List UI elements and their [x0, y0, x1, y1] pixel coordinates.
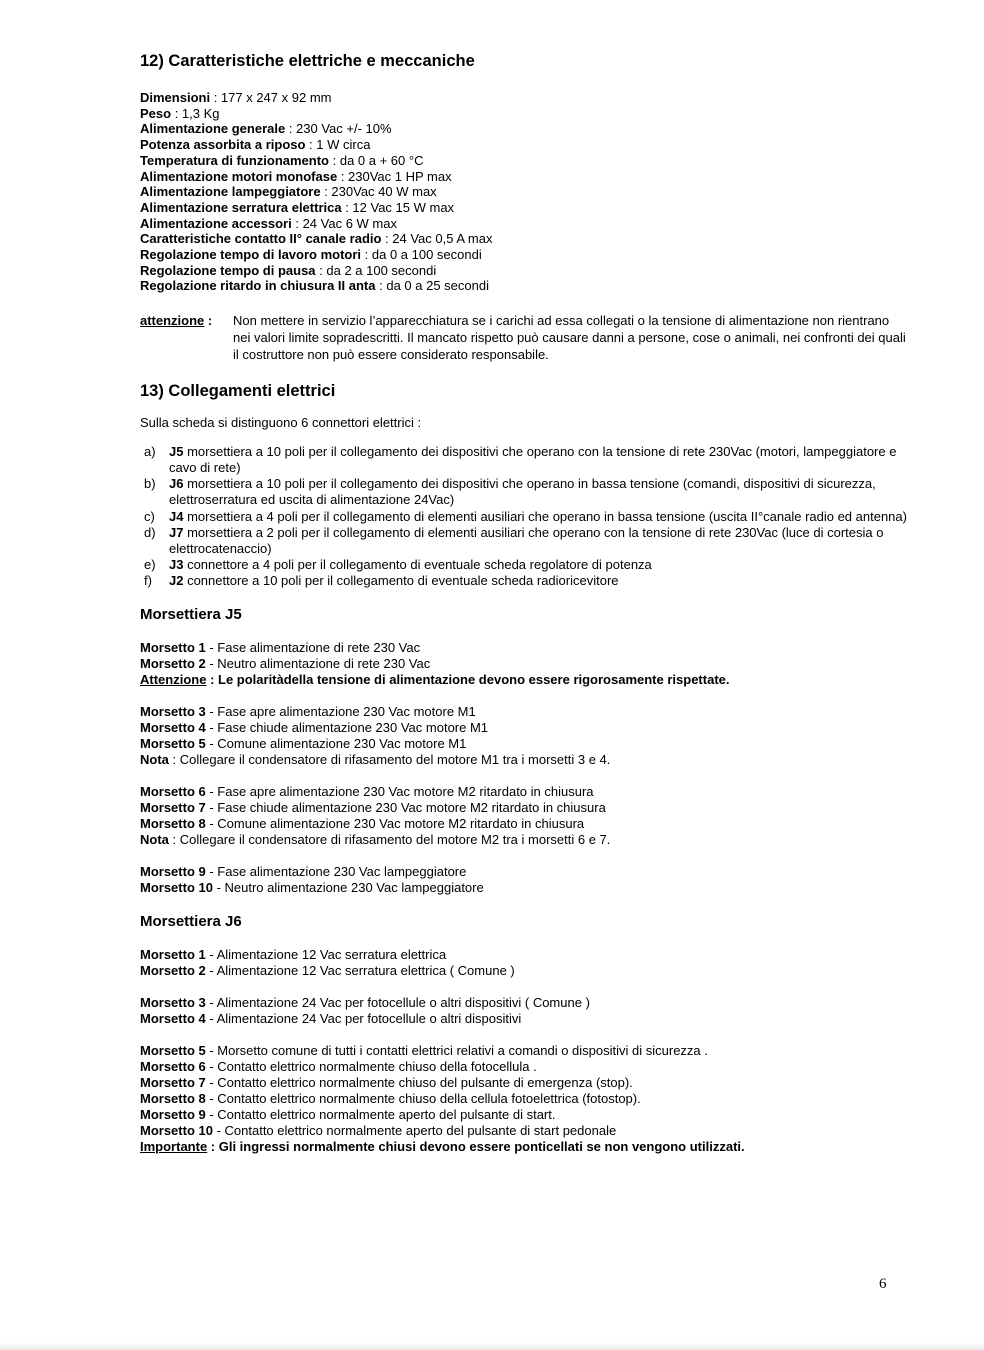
section-13-heading: 13) Collegamenti elettrici: [140, 381, 336, 400]
connector-text: [169, 509, 910, 525]
spec-line: [140, 137, 910, 153]
terminal-description: - Alimentazione 12 Vac serratura elettrica: [205, 946, 447, 962]
spec-line: [140, 247, 910, 263]
spec-value: : 177 x 247 x 92 mm: [210, 90, 332, 105]
terminal-line: [140, 963, 910, 979]
spec-label: Regolazione ritardo in chiusura II anta: [140, 278, 376, 294]
terminal-description: - Contatto elettrico normalmente aperto del pulsante di start pedonale: [212, 1122, 617, 1138]
terminal-line: [140, 816, 910, 832]
connector-item: [140, 525, 910, 557]
terminal-description: - Morsetto comune di tutti i contatti elettrici relativi a comandi o dispositivi di sicurezza .: [205, 1042, 708, 1058]
terminal-label: Morsetto 3: [140, 994, 206, 1010]
connector-text: [169, 557, 910, 573]
terminal-line: [140, 784, 910, 800]
terminal-label: Morsetto 4: [140, 719, 206, 735]
terminal-label: Morsetto 10: [140, 879, 213, 895]
spec-label: Alimentazione accessori: [140, 215, 292, 231]
spec-label: Caratteristiche contatto II° canale radio: [140, 231, 382, 247]
morsettiera-j6-heading: Morsettiera J6: [140, 912, 242, 930]
spec-value: : da 0 a 100 secondi: [361, 247, 482, 263]
terminal-line: [140, 1091, 910, 1107]
terminal-description: - Contatto elettrico normalmente chiuso della cellula fotoelettrica (fotostop).: [205, 1090, 641, 1106]
connector-text: [169, 573, 910, 589]
connector-code: J5: [169, 443, 184, 459]
spec-label: Dimensioni: [140, 90, 211, 105]
spec-value: : 1 W circa: [305, 137, 371, 153]
terminal-label: Morsetto 3: [140, 703, 206, 719]
connector-item: [140, 444, 910, 476]
spec-value: : 230Vac 1 HP max: [337, 168, 452, 184]
terminal-description: - Fase apre alimentazione 230 Vac motore M1: [205, 703, 476, 719]
spec-line: [140, 200, 910, 216]
connector-item: [140, 557, 910, 573]
connector-item: [140, 509, 910, 525]
terminal-description: - Contatto elettrico normalmente chiuso del pulsante di emergenza (stop).: [205, 1074, 633, 1090]
j6-group-1: [140, 947, 910, 979]
note-line: [140, 832, 910, 848]
connector-description: connettore a 10 poli per il collegamento di eventuale scheda radioricevitore: [183, 573, 619, 589]
j5-group-2: [140, 704, 910, 768]
spec-label: Peso: [140, 105, 172, 121]
connector-letter: a): [144, 443, 156, 459]
terminal-line: [140, 995, 910, 1011]
j5-group-3: [140, 784, 910, 848]
spec-value: : 230Vac 40 W max: [320, 184, 437, 200]
connector-letter: e): [144, 557, 156, 573]
spec-label: Alimentazione serratura elettrica: [140, 199, 342, 215]
connector-letter: d): [144, 524, 156, 540]
attention-text: Non mettere in servizio l’apparecchiatura se i carichi ad essa collegati o la tensione di alimentazione non rientrano nei valori limite sopradescritti. Il mancato rispetto può causare danni a persone, cose o animali, nei confronti dei quali il costruttore non può essere considerato responsabile.: [233, 313, 906, 362]
connector-code: J3: [169, 557, 184, 573]
connector-letter: b): [144, 476, 156, 492]
warning-line: [140, 1139, 910, 1155]
terminal-line: [140, 704, 910, 720]
connector-item: [140, 476, 910, 508]
connector-description: morsettiera a 2 poli per il collegamento di elementi ausiliari che operano con la tensione di rete 230Vac (luce di cortesia o elettrocatenaccio): [169, 524, 884, 557]
terminal-label: Morsetto 10: [140, 1122, 213, 1138]
spec-value: : da 0 a 25 secondi: [375, 278, 489, 294]
terminal-line: [140, 736, 910, 752]
terminal-description: - Neutro alimentazione 230 Vac lampeggiatore: [212, 879, 484, 895]
spec-line: [140, 90, 910, 106]
spec-label: Potenza assorbita a riposo: [140, 137, 306, 153]
note-text: : Collegare il condensatore di rifasamento del motore M2 tra i morsetti 6 e 7.: [168, 831, 611, 847]
terminal-line: [140, 1123, 910, 1139]
terminal-label: Morsetto 6: [140, 1058, 206, 1074]
spec-label: Alimentazione generale: [140, 121, 286, 137]
spec-label: Temperatura di funzionamento: [140, 152, 329, 168]
connector-item: [140, 573, 910, 589]
note-label: Nota: [140, 831, 169, 847]
warning-text: : Gli ingressi normalmente chiusi devono essere ponticellati se non vengono utilizzati.: [207, 1138, 745, 1154]
note-label: Nota: [140, 751, 169, 767]
terminal-description: - Fase chiude alimentazione 230 Vac motore M1: [205, 719, 489, 735]
terminal-line: [140, 1075, 910, 1091]
connector-code: J6: [169, 476, 184, 492]
spec-label: Alimentazione motori monofase: [140, 168, 338, 184]
terminal-line: [140, 880, 910, 896]
warning-label: Attenzione: [140, 671, 207, 687]
connector-text: [169, 525, 910, 557]
terminal-label: Morsetto 5: [140, 735, 206, 751]
page-number: 6: [879, 1276, 887, 1292]
terminal-line: [140, 1059, 910, 1075]
connector-letter: f): [144, 573, 152, 589]
terminal-line: [140, 656, 910, 672]
morsettiera-j5-heading: Morsettiera J5: [140, 605, 242, 623]
connector-text: [169, 476, 910, 508]
terminal-line: [140, 720, 910, 736]
terminal-label: Morsetto 9: [140, 863, 206, 879]
terminal-label: Morsetto 2: [140, 962, 206, 978]
spec-label: Regolazione tempo di pausa: [140, 262, 316, 278]
page-bottom-shade: [0, 1342, 984, 1350]
connector-description: morsettiera a 10 poli per il collegamento dei dispositivi che operano con la tensione di rete 230Vac (motori, lampeggiatore e cavo di rete): [169, 443, 897, 476]
terminal-line: [140, 864, 910, 880]
spec-value: : 24 Vac 6 W max: [291, 215, 397, 231]
connector-list: [140, 444, 910, 590]
spec-label: Alimentazione lampeggiatore: [140, 184, 321, 200]
terminal-description: - Comune alimentazione 230 Vac motore M2 ritardato in chiusura: [205, 815, 585, 831]
connector-letter: c): [144, 508, 155, 524]
connector-description: connettore a 4 poli per il collegamento di eventuale scheda regolatore di potenza: [183, 557, 652, 573]
terminal-label: Morsetto 9: [140, 1106, 206, 1122]
j5-group-1: [140, 640, 910, 688]
terminal-label: Morsetto 8: [140, 1090, 206, 1106]
warning-text: : Le polaritàdella tensione di alimentazione devono essere rigorosamente rispettate.: [206, 671, 730, 687]
connector-description: morsettiera a 10 poli per il collegamento dei dispositivi che operano in bassa tensione (comandi, dispositivi di sicurezza, elettroserratura ed uscita di alimentazione 24Vac): [169, 476, 876, 508]
spec-line: [140, 231, 910, 247]
j6-group-3: [140, 1043, 910, 1155]
note-text: : Collegare il condensatore di rifasamento del motore M1 tra i morsetti 3 e 4.: [168, 751, 611, 767]
warning-line: [140, 672, 910, 688]
spec-label: Regolazione tempo di lavoro motori: [140, 247, 362, 263]
spec-value: : da 0 a + 60 °C: [329, 152, 424, 168]
terminal-description: - Alimentazione 24 Vac per fotocellule o altri dispositivi ( Comune ): [205, 994, 590, 1010]
terminal-line: [140, 947, 910, 963]
spec-line: [140, 169, 910, 185]
connector-code: J4: [169, 508, 184, 524]
terminal-description: - Fase apre alimentazione 230 Vac motore M2 ritardato in chiusura: [205, 783, 594, 799]
connector-description: morsettiera a 4 poli per il collegamento di elementi ausiliari che operano in bassa tensione (uscita II°canale radio ed antenna): [183, 508, 907, 524]
terminal-label: Morsetto 5: [140, 1042, 206, 1058]
attention-label-colon: :: [204, 313, 213, 329]
terminal-description: - Fase alimentazione 230 Vac lampeggiatore: [205, 863, 467, 879]
spec-value: : 24 Vac 0,5 A max: [381, 231, 493, 247]
connector-code: J7: [169, 524, 184, 540]
terminal-label: Morsetto 2: [140, 655, 206, 671]
terminal-label: Morsetto 1: [140, 639, 206, 655]
spec-value: : 1,3 Kg: [171, 105, 220, 121]
section-12-heading: 12) Caratteristiche elettriche e meccaniche: [140, 52, 475, 70]
spec-line: [140, 278, 910, 294]
spec-value: : 12 Vac 15 W max: [341, 199, 455, 215]
attention-paragraph: [140, 313, 910, 364]
terminal-description: - Contatto elettrico normalmente chiuso della fotocellula .: [205, 1058, 537, 1074]
spec-line: [140, 263, 910, 279]
terminal-line: [140, 1011, 910, 1027]
spec-value: : 230 Vac +/- 10%: [285, 121, 392, 137]
terminal-label: Morsetto 7: [140, 799, 206, 815]
terminal-description: - Fase alimentazione di rete 230 Vac: [205, 639, 421, 655]
terminal-description: - Fase chiude alimentazione 230 Vac motore M2 ritardato in chiusura: [205, 799, 606, 815]
specs-list: [140, 90, 910, 294]
connector-text: [169, 444, 910, 476]
j5-group-4: [140, 864, 910, 896]
terminal-label: Morsetto 7: [140, 1074, 206, 1090]
spec-line: [140, 184, 910, 200]
terminal-description: - Neutro alimentazione di rete 230 Vac: [205, 655, 431, 671]
terminal-label: Morsetto 1: [140, 946, 206, 962]
terminal-line: [140, 800, 910, 816]
terminal-label: Morsetto 4: [140, 1010, 206, 1026]
terminal-line: [140, 640, 910, 656]
spec-line: [140, 121, 910, 137]
spec-line: [140, 106, 910, 122]
spec-line: [140, 216, 910, 232]
terminal-label: Morsetto 8: [140, 815, 206, 831]
terminal-description: - Contatto elettrico normalmente aperto del pulsante di start.: [205, 1106, 556, 1122]
attention-label: [140, 313, 233, 364]
terminal-line: [140, 1107, 910, 1123]
spec-value: : da 2 a 100 secondi: [315, 262, 437, 278]
terminal-line: [140, 1043, 910, 1059]
j6-group-2: [140, 995, 910, 1027]
attention-label-text: attenzione: [140, 313, 205, 329]
terminal-description: - Alimentazione 12 Vac serratura elettrica ( Comune ): [205, 962, 515, 978]
spec-line: [140, 153, 910, 169]
section-13-intro: Sulla scheda si distinguono 6 connettori elettrici :: [140, 414, 422, 430]
terminal-label: Morsetto 6: [140, 783, 206, 799]
warning-label: Importante: [140, 1138, 208, 1154]
connector-code: J2: [169, 573, 184, 589]
terminal-description: - Comune alimentazione 230 Vac motore M1: [205, 735, 467, 751]
terminal-description: - Alimentazione 24 Vac per fotocellule o altri dispositivi: [205, 1010, 522, 1026]
note-line: [140, 752, 910, 768]
